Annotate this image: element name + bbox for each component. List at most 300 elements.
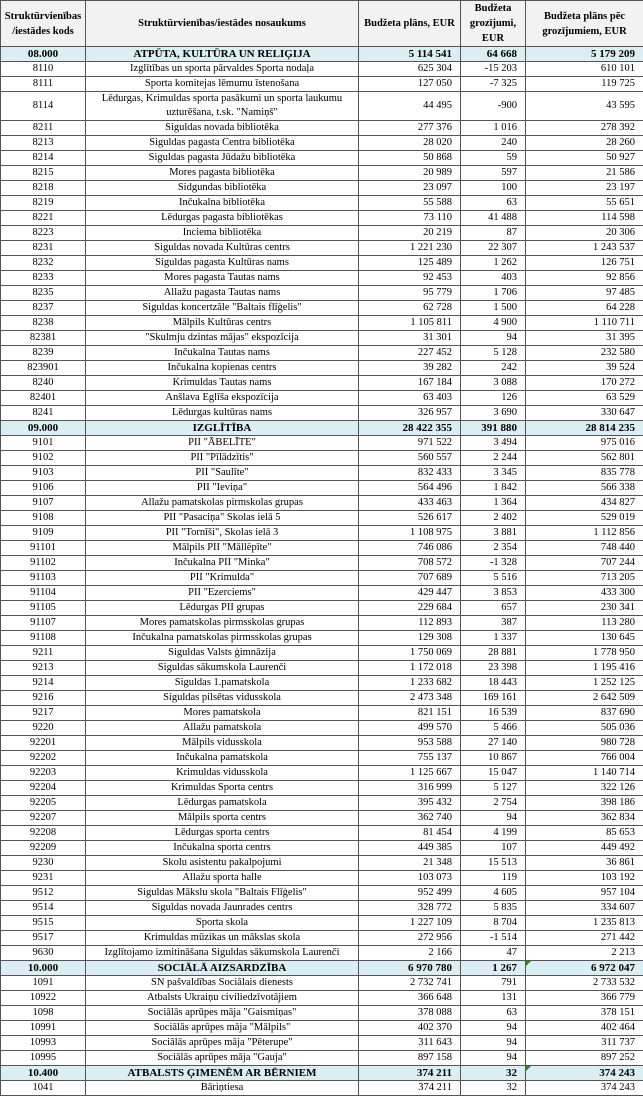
after-cell: 402 464 <box>526 1021 643 1036</box>
code-cell: 10.000 <box>1 961 86 976</box>
plan-cell: 499 570 <box>359 721 461 736</box>
change-cell: 3 881 <box>461 526 526 541</box>
name-cell: "Skulmju dzintas mājas" ekspozīcija <box>86 331 359 346</box>
table-row <box>1 1021 643 1036</box>
name-cell: Siguldas sākumskola Laurenči <box>86 661 359 676</box>
header-row <box>1 1 643 47</box>
after-cell: 366 779 <box>526 991 643 1006</box>
change-cell: 16 539 <box>461 706 526 721</box>
plan-cell: 277 376 <box>359 121 461 136</box>
code-cell: 91101 <box>1 541 86 556</box>
change-cell: 657 <box>461 601 526 616</box>
plan-cell: 326 957 <box>359 406 461 421</box>
plan-cell: 20 219 <box>359 226 461 241</box>
change-cell: 63 <box>461 196 526 211</box>
name-cell: Sociālās aprūpes māja "Gaismiņas" <box>86 1006 359 1021</box>
plan-cell: 755 137 <box>359 751 461 766</box>
after-cell: 433 300 <box>526 586 643 601</box>
table-row <box>1 526 643 541</box>
header-code: Struktūrvienības /iestādes kods <box>1 1 86 47</box>
plan-cell: 73 110 <box>359 211 461 226</box>
after-cell: 1 140 714 <box>526 766 643 781</box>
table-row <box>1 841 643 856</box>
table-row <box>1 376 643 391</box>
name-cell: Krimuldas Sporta centrs <box>86 781 359 796</box>
change-cell: -15 203 <box>461 62 526 77</box>
name-cell: Mālpils PII "Māllēpīte" <box>86 541 359 556</box>
code-cell: 9216 <box>1 691 86 706</box>
plan-cell: 1 233 682 <box>359 676 461 691</box>
change-cell: 8 704 <box>461 916 526 931</box>
code-cell: 92207 <box>1 811 86 826</box>
name-cell: Krimuldas mūzikas un mākslas skola <box>86 931 359 946</box>
after-cell: 21 586 <box>526 166 643 181</box>
plan-cell: 1 172 018 <box>359 661 461 676</box>
after-cell: 766 004 <box>526 751 643 766</box>
after-cell: 566 338 <box>526 481 643 496</box>
plan-cell: 50 868 <box>359 151 461 166</box>
change-cell: 22 307 <box>461 241 526 256</box>
plan-cell: 1 221 230 <box>359 241 461 256</box>
plan-cell: 44 495 <box>359 92 461 121</box>
name-cell: Bāriņtiesa <box>86 1081 359 1096</box>
change-cell: -900 <box>461 92 526 121</box>
name-cell: Sociālās aprūpes māja "Gauja" <box>86 1051 359 1066</box>
table-row <box>1 1051 643 1066</box>
code-cell: 9231 <box>1 871 86 886</box>
name-cell: PII "Krimulda" <box>86 571 359 586</box>
change-cell: 131 <box>461 991 526 1006</box>
plan-cell: 129 308 <box>359 631 461 646</box>
code-cell: 8111 <box>1 77 86 92</box>
change-cell: 1 706 <box>461 286 526 301</box>
plan-cell: 1 108 975 <box>359 526 461 541</box>
group-row <box>1 47 643 62</box>
name-cell: SOCIĀLĀ AIZSARDZĪBA <box>86 961 359 976</box>
after-cell: 170 272 <box>526 376 643 391</box>
name-cell: Siguldas pagasta Kultūras nams <box>86 256 359 271</box>
change-cell: 403 <box>461 271 526 286</box>
code-cell: 9106 <box>1 481 86 496</box>
code-cell: 1098 <box>1 1006 86 1021</box>
table-row <box>1 256 643 271</box>
name-cell: Lēdurgas, Krimuldas sporta pasākumi un sporta laukumu uzturēšana, t.sk. "Namiņš" <box>86 92 359 121</box>
after-cell: 28 260 <box>526 136 643 151</box>
table-row <box>1 946 643 961</box>
code-cell: 9211 <box>1 646 86 661</box>
plan-cell: 311 643 <box>359 1036 461 1051</box>
code-cell: 91104 <box>1 586 86 601</box>
change-cell: 3 345 <box>461 466 526 481</box>
code-cell: 9220 <box>1 721 86 736</box>
change-cell: 32 <box>461 1081 526 1096</box>
plan-cell: 31 301 <box>359 331 461 346</box>
after-cell: 980 728 <box>526 736 643 751</box>
change-cell: 4 605 <box>461 886 526 901</box>
after-cell: 713 205 <box>526 571 643 586</box>
change-cell: 64 668 <box>461 47 526 62</box>
table-row <box>1 121 643 136</box>
name-cell: Siguldas pagasta Centra bibliotēka <box>86 136 359 151</box>
name-cell: Sidgundas bibliotēka <box>86 181 359 196</box>
after-cell: 748 440 <box>526 541 643 556</box>
plan-cell: 95 779 <box>359 286 461 301</box>
name-cell: IZGLĪTĪBA <box>86 421 359 436</box>
code-cell: 8221 <box>1 211 86 226</box>
after-cell: 957 104 <box>526 886 643 901</box>
plan-cell: 92 453 <box>359 271 461 286</box>
code-cell: 8241 <box>1 406 86 421</box>
change-cell: 15 513 <box>461 856 526 871</box>
after-cell: 271 442 <box>526 931 643 946</box>
table-row <box>1 781 643 796</box>
table-row <box>1 496 643 511</box>
code-cell: 10991 <box>1 1021 86 1036</box>
name-cell: Mālpils Kultūras centrs <box>86 316 359 331</box>
change-cell: 18 443 <box>461 676 526 691</box>
code-cell: 8231 <box>1 241 86 256</box>
name-cell: ATPŪTA, KULTŪRA UN RELIĢIJA <box>86 47 359 62</box>
change-cell: 94 <box>461 811 526 826</box>
table-row <box>1 391 643 406</box>
change-cell: -1 328 <box>461 556 526 571</box>
name-cell: PII "ĀBELĪTE" <box>86 436 359 451</box>
name-cell: Inčukalna pamatskolas pirmsskolas grupas <box>86 631 359 646</box>
plan-cell: 6 970 780 <box>359 961 461 976</box>
after-cell: 63 529 <box>526 391 643 406</box>
table-row <box>1 136 643 151</box>
after-cell: 23 197 <box>526 181 643 196</box>
plan-cell: 707 689 <box>359 571 461 586</box>
plan-cell: 28 422 355 <box>359 421 461 436</box>
change-cell: 597 <box>461 166 526 181</box>
plan-cell: 429 447 <box>359 586 461 601</box>
table-row <box>1 241 643 256</box>
code-cell: 8219 <box>1 196 86 211</box>
table-row <box>1 211 643 226</box>
name-cell: Allažu pamatskolas pirmskolas grupas <box>86 496 359 511</box>
name-cell: Siguldas novada Kultūras centrs <box>86 241 359 256</box>
after-cell: 707 244 <box>526 556 643 571</box>
plan-cell: 28 020 <box>359 136 461 151</box>
plan-cell: 366 648 <box>359 991 461 1006</box>
after-cell: 2 642 509 <box>526 691 643 706</box>
table-row <box>1 976 643 991</box>
plan-cell: 564 496 <box>359 481 461 496</box>
plan-cell: 2 473 348 <box>359 691 461 706</box>
plan-cell: 2 166 <box>359 946 461 961</box>
table-row <box>1 571 643 586</box>
after-cell: 97 485 <box>526 286 643 301</box>
name-cell: Siguldas novada bibliotēka <box>86 121 359 136</box>
code-cell: 10922 <box>1 991 86 1006</box>
change-cell: 94 <box>461 1021 526 1036</box>
name-cell: Lēdurgas PII grupas <box>86 601 359 616</box>
name-cell: Lēdurgas pagasta bibliotēkas <box>86 211 359 226</box>
name-cell: Siguldas Valsts ģimnāzija <box>86 646 359 661</box>
plan-cell: 20 989 <box>359 166 461 181</box>
code-cell: 92202 <box>1 751 86 766</box>
table-row <box>1 331 643 346</box>
after-cell: 334 607 <box>526 901 643 916</box>
table-row <box>1 871 643 886</box>
code-cell: 9102 <box>1 451 86 466</box>
change-cell: 59 <box>461 151 526 166</box>
code-cell: 91108 <box>1 631 86 646</box>
plan-cell: 316 999 <box>359 781 461 796</box>
name-cell: Inčukalna pamatskola <box>86 751 359 766</box>
plan-cell: 2 732 741 <box>359 976 461 991</box>
plan-cell: 23 097 <box>359 181 461 196</box>
name-cell: Inčukalna Tautas nams <box>86 346 359 361</box>
change-cell: 3 088 <box>461 376 526 391</box>
plan-cell: 328 772 <box>359 901 461 916</box>
code-cell: 8215 <box>1 166 86 181</box>
after-cell: 20 306 <box>526 226 643 241</box>
after-cell: 330 647 <box>526 406 643 421</box>
change-cell: 5 466 <box>461 721 526 736</box>
code-cell: 92201 <box>1 736 86 751</box>
code-cell: 8240 <box>1 376 86 391</box>
change-cell: 3 690 <box>461 406 526 421</box>
code-cell: 9630 <box>1 946 86 961</box>
code-cell: 8239 <box>1 346 86 361</box>
table-row <box>1 181 643 196</box>
after-cell: 362 834 <box>526 811 643 826</box>
plan-cell: 227 452 <box>359 346 461 361</box>
after-cell: 36 861 <box>526 856 643 871</box>
code-cell: 9101 <box>1 436 86 451</box>
table-row <box>1 466 643 481</box>
code-cell: 10.400 <box>1 1066 86 1081</box>
change-cell: 1 267 <box>461 961 526 976</box>
name-cell: Lēdurgas sporta centrs <box>86 826 359 841</box>
change-cell: 15 047 <box>461 766 526 781</box>
change-cell: 1 500 <box>461 301 526 316</box>
change-cell: 2 244 <box>461 451 526 466</box>
name-cell: Inčukalna sporta centrs <box>86 841 359 856</box>
name-cell: ATBALSTS ĢIMENĒM AR BĒRNIEM <box>86 1066 359 1081</box>
name-cell: Siguldas 1.pamatskola <box>86 676 359 691</box>
after-cell: 39 524 <box>526 361 643 376</box>
plan-cell: 1 105 811 <box>359 316 461 331</box>
plan-cell: 103 073 <box>359 871 461 886</box>
after-cell: 113 280 <box>526 616 643 631</box>
table-row <box>1 736 643 751</box>
code-cell: 91103 <box>1 571 86 586</box>
plan-cell: 821 151 <box>359 706 461 721</box>
table-body <box>1 47 643 1096</box>
after-cell: 50 927 <box>526 151 643 166</box>
table-row <box>1 721 643 736</box>
after-cell: 2 213 <box>526 946 643 961</box>
name-cell: Sociālās aprūpes māja "Pēterupe" <box>86 1036 359 1051</box>
name-cell: Lēdurgas kultūras nams <box>86 406 359 421</box>
table-row <box>1 406 643 421</box>
plan-cell: 953 588 <box>359 736 461 751</box>
code-cell: 8237 <box>1 301 86 316</box>
after-cell: 505 036 <box>526 721 643 736</box>
after-cell: 374 243 <box>526 1066 643 1081</box>
table-row <box>1 631 643 646</box>
name-cell: PII "Ezerciems" <box>86 586 359 601</box>
header-change: Budžeta grozījumi, EUR <box>461 1 526 47</box>
after-cell: 85 653 <box>526 826 643 841</box>
change-cell: 2 402 <box>461 511 526 526</box>
change-cell: 107 <box>461 841 526 856</box>
code-cell: 8114 <box>1 92 86 121</box>
after-cell: 610 101 <box>526 62 643 77</box>
change-cell: 119 <box>461 871 526 886</box>
after-cell: 434 827 <box>526 496 643 511</box>
table-row <box>1 1006 643 1021</box>
name-cell: Mores pamatskolas pirmsskolas grupas <box>86 616 359 631</box>
after-cell: 1 243 537 <box>526 241 643 256</box>
name-cell: Mālpils sporta centrs <box>86 811 359 826</box>
name-cell: Sporta skola <box>86 916 359 931</box>
name-cell: Izglītības un sporta pārvaldes Sporta nodaļa <box>86 62 359 77</box>
after-cell: 837 690 <box>526 706 643 721</box>
code-cell: 9217 <box>1 706 86 721</box>
plan-cell: 560 557 <box>359 451 461 466</box>
code-cell: 8232 <box>1 256 86 271</box>
name-cell: Krimuldas Tautas nams <box>86 376 359 391</box>
after-cell: 1 112 856 <box>526 526 643 541</box>
code-cell: 8110 <box>1 62 86 77</box>
after-cell: 31 395 <box>526 331 643 346</box>
header-plan: Budžeta plāns, EUR <box>359 1 461 47</box>
code-cell: 8213 <box>1 136 86 151</box>
name-cell: PII "Ieviņa" <box>86 481 359 496</box>
code-cell: 92204 <box>1 781 86 796</box>
change-cell: 3 853 <box>461 586 526 601</box>
change-cell: 387 <box>461 616 526 631</box>
table-row <box>1 92 643 121</box>
table-row <box>1 691 643 706</box>
group-row <box>1 421 643 436</box>
plan-cell: 81 454 <box>359 826 461 841</box>
code-cell: 91107 <box>1 616 86 631</box>
plan-cell: 449 385 <box>359 841 461 856</box>
change-cell: 94 <box>461 331 526 346</box>
plan-cell: 63 403 <box>359 391 461 406</box>
change-cell: 5 128 <box>461 346 526 361</box>
table-row <box>1 511 643 526</box>
name-cell: PII "Tornīši", Skolas ielā 3 <box>86 526 359 541</box>
name-cell: Mores pagasta Tautas nams <box>86 271 359 286</box>
code-cell: 10995 <box>1 1051 86 1066</box>
name-cell: PII "Saulīte" <box>86 466 359 481</box>
plan-cell: 127 050 <box>359 77 461 92</box>
change-cell: 32 <box>461 1066 526 1081</box>
table-row <box>1 856 643 871</box>
plan-cell: 362 740 <box>359 811 461 826</box>
code-cell: 8233 <box>1 271 86 286</box>
plan-cell: 526 617 <box>359 511 461 526</box>
table-row <box>1 676 643 691</box>
code-cell: 08.000 <box>1 47 86 62</box>
table-row <box>1 586 643 601</box>
change-cell: 94 <box>461 1036 526 1051</box>
code-cell: 92209 <box>1 841 86 856</box>
table-row <box>1 361 643 376</box>
after-cell: 119 725 <box>526 77 643 92</box>
table-row <box>1 1036 643 1051</box>
after-cell: 130 645 <box>526 631 643 646</box>
change-cell: 169 161 <box>461 691 526 706</box>
group-row <box>1 1066 643 1081</box>
change-cell: 5 127 <box>461 781 526 796</box>
name-cell: Allažu pamatskola <box>86 721 359 736</box>
name-cell: Inciema bibliotēka <box>86 226 359 241</box>
table-row <box>1 77 643 92</box>
change-cell: -7 325 <box>461 77 526 92</box>
change-cell: 10 867 <box>461 751 526 766</box>
change-cell: 4 900 <box>461 316 526 331</box>
code-cell: 9109 <box>1 526 86 541</box>
table-row <box>1 991 643 1006</box>
table-row <box>1 286 643 301</box>
name-cell: Mālpils vidusskola <box>86 736 359 751</box>
after-cell: 311 737 <box>526 1036 643 1051</box>
code-cell: 09.000 <box>1 421 86 436</box>
change-cell: 242 <box>461 361 526 376</box>
table-row <box>1 271 643 286</box>
change-cell: 28 881 <box>461 646 526 661</box>
plan-cell: 708 572 <box>359 556 461 571</box>
name-cell: Allažu sporta halle <box>86 871 359 886</box>
plan-cell: 971 522 <box>359 436 461 451</box>
name-cell: Inčukalna PII "Minka" <box>86 556 359 571</box>
change-cell: 2 754 <box>461 796 526 811</box>
code-cell: 1091 <box>1 976 86 991</box>
plan-cell: 55 588 <box>359 196 461 211</box>
table-row <box>1 706 643 721</box>
code-cell: 1041 <box>1 1081 86 1096</box>
change-cell: 41 488 <box>461 211 526 226</box>
plan-cell: 1 750 069 <box>359 646 461 661</box>
after-cell: 6 972 047 <box>526 961 643 976</box>
after-cell: 1 110 711 <box>526 316 643 331</box>
plan-cell: 433 463 <box>359 496 461 511</box>
table-row <box>1 796 643 811</box>
name-cell: SN pašvaldības Sociālais dienests <box>86 976 359 991</box>
code-cell: 8223 <box>1 226 86 241</box>
after-cell: 897 252 <box>526 1051 643 1066</box>
table-row <box>1 766 643 781</box>
table-row <box>1 481 643 496</box>
table-row <box>1 916 643 931</box>
change-cell: 391 880 <box>461 421 526 436</box>
plan-cell: 395 432 <box>359 796 461 811</box>
name-cell: Sporta komitejas lēmumu īstenošana <box>86 77 359 92</box>
after-cell: 1 778 950 <box>526 646 643 661</box>
plan-cell: 1 125 667 <box>359 766 461 781</box>
plan-cell: 625 304 <box>359 62 461 77</box>
table-row <box>1 751 643 766</box>
code-cell: 8235 <box>1 286 86 301</box>
change-cell: -1 514 <box>461 931 526 946</box>
name-cell: Siguldas koncertzāle "Baltais flīģelis" <box>86 301 359 316</box>
name-cell: PII "Pasaciņa" Skolas ielā 5 <box>86 511 359 526</box>
header-after: Budžeta plāns pēc grozījumiem, EUR <box>526 1 643 47</box>
plan-cell: 402 370 <box>359 1021 461 1036</box>
table-row <box>1 646 643 661</box>
code-cell: 91105 <box>1 601 86 616</box>
after-cell: 1 252 125 <box>526 676 643 691</box>
plan-cell: 374 211 <box>359 1066 461 1081</box>
plan-cell: 374 211 <box>359 1081 461 1096</box>
